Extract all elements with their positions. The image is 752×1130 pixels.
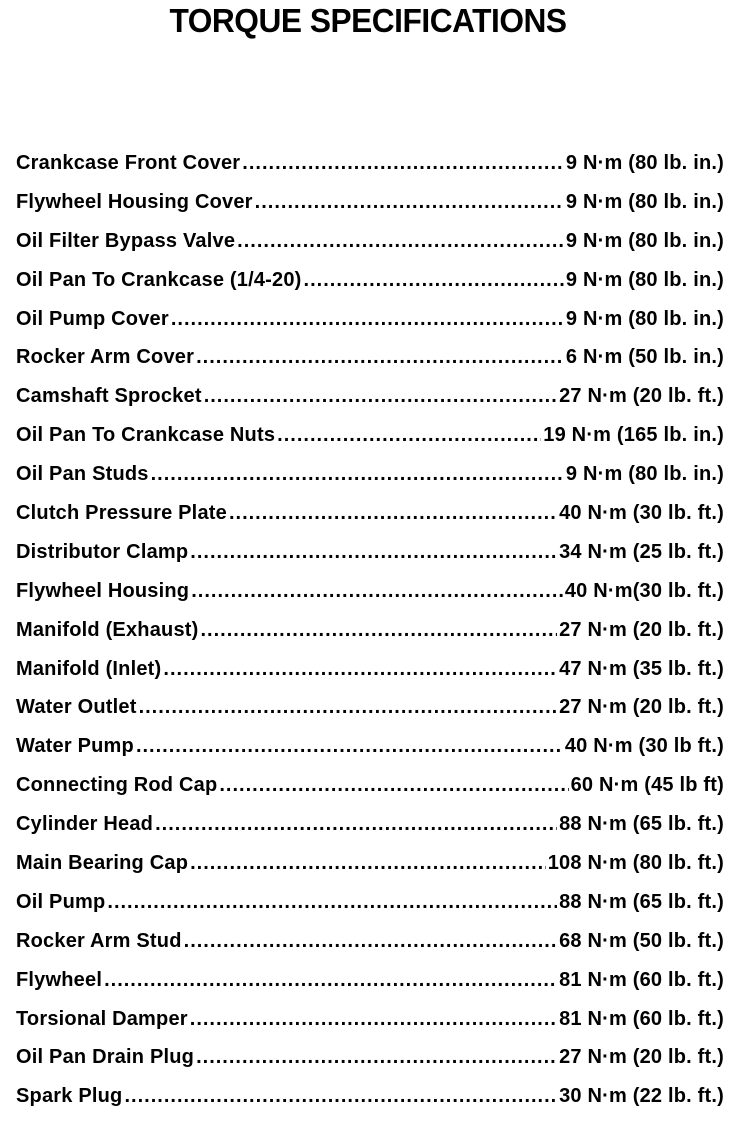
spec-torque-value: 88 N·m (65 lb. ft.) <box>559 813 724 836</box>
spec-row <box>16 269 724 308</box>
spec-row <box>16 619 724 658</box>
dot-leader <box>277 424 541 447</box>
spec-name: Water Pump <box>16 735 134 758</box>
dot-leader <box>204 385 557 408</box>
spec-row <box>16 502 724 541</box>
dot-leader <box>107 891 557 914</box>
dot-leader <box>184 930 557 953</box>
spec-torque-value: 60 N·m (45 lb ft) <box>570 774 724 797</box>
dot-leader <box>219 774 568 797</box>
dot-leader <box>255 191 564 214</box>
spec-torque-value: 47 N·m (35 lb. ft.) <box>559 657 724 680</box>
spec-row <box>16 541 724 580</box>
dot-leader <box>151 463 564 486</box>
dot-leader <box>190 541 557 564</box>
torque-spec-list <box>16 152 724 1124</box>
dot-leader <box>196 346 564 369</box>
dot-leader <box>163 658 557 681</box>
spec-torque-value: 19 N·m (165 lb. in.) <box>543 424 724 447</box>
spec-row <box>16 1008 724 1047</box>
dot-leader <box>139 696 558 719</box>
page-title: TORQUE SPECIFICATIONS <box>169 2 567 39</box>
spec-torque-value: 27 N·m (20 lb. ft.) <box>559 385 724 408</box>
dot-leader <box>229 502 557 525</box>
spec-row <box>16 385 724 424</box>
spec-row <box>16 891 724 930</box>
spec-name: Oil Pan Drain Plug <box>16 1046 195 1069</box>
spec-row <box>16 735 724 774</box>
spec-row <box>16 152 724 191</box>
spec-name: Distributor Clamp <box>16 540 189 563</box>
spec-row <box>16 308 724 347</box>
spec-torque-value: 88 N·m (65 lb. ft.) <box>559 890 724 913</box>
spec-row <box>16 774 724 813</box>
spec-row <box>16 191 724 230</box>
spec-torque-value: 6 N·m (50 lb. in.) <box>565 346 724 369</box>
spec-row <box>16 1046 724 1085</box>
spec-name: Crankcase Front Cover <box>16 152 241 174</box>
spec-name: Oil Pump <box>16 890 106 913</box>
spec-torque-value: 108 N·m (80 lb. ft.) <box>547 852 724 875</box>
spec-name: Water Outlet <box>16 696 137 719</box>
dot-leader <box>136 735 563 758</box>
dot-leader <box>304 269 564 292</box>
spec-torque-value: 9 N·m (80 lb. in.) <box>565 152 724 174</box>
spec-name: Oil Pan Studs <box>16 463 149 486</box>
spec-row <box>16 658 724 697</box>
dot-leader <box>171 308 564 331</box>
spec-name: Spark Plug <box>16 1085 123 1108</box>
dot-leader <box>190 852 546 875</box>
spec-name: Oil Filter Bypass Valve <box>16 229 236 252</box>
spec-name: Torsional Damper <box>16 1007 188 1030</box>
spec-torque-value: 9 N·m (80 lb. in.) <box>565 463 724 486</box>
spec-torque-value: 27 N·m (20 lb. ft.) <box>559 618 724 641</box>
spec-torque-value: 9 N·m (80 lb. in.) <box>565 190 724 213</box>
dot-leader <box>237 230 564 253</box>
spec-torque-value: 68 N·m (50 lb. ft.) <box>559 929 724 952</box>
spec-row <box>16 230 724 269</box>
spec-name: Cylinder Head <box>16 813 154 836</box>
dot-leader <box>155 813 557 836</box>
spec-row <box>16 580 724 619</box>
spec-row <box>16 813 724 852</box>
spec-row <box>16 969 724 1008</box>
spec-row <box>16 346 724 385</box>
spec-row <box>16 930 724 969</box>
spec-torque-value: 9 N·m (80 lb. in.) <box>565 307 724 330</box>
spec-torque-value: 40 N·m (30 lb. ft.) <box>559 502 724 525</box>
dot-leader <box>201 619 558 642</box>
dot-leader <box>104 969 557 992</box>
spec-torque-value: 30 N·m (22 lb. ft.) <box>559 1085 724 1108</box>
spec-torque-value: 81 N·m (60 lb. ft.) <box>559 968 724 991</box>
spec-name: Flywheel <box>16 968 103 991</box>
spec-name: Manifold (Inlet) <box>16 657 162 680</box>
spec-name: Rocker Arm Cover <box>16 346 195 369</box>
spec-row <box>16 852 724 891</box>
spec-name: Flywheel Housing <box>16 579 190 602</box>
dot-leader <box>196 1046 557 1069</box>
spec-name: Oil Pump Cover <box>16 307 169 330</box>
dot-leader <box>124 1085 557 1108</box>
spec-torque-value: 34 N·m (25 lb. ft.) <box>559 540 724 563</box>
spec-torque-value: 27 N·m (20 lb. ft.) <box>559 1046 724 1069</box>
spec-torque-value: 40 N·m (30 lb ft.) <box>564 735 724 758</box>
spec-row <box>16 1085 724 1124</box>
spec-row <box>16 424 724 463</box>
spec-row <box>16 696 724 735</box>
spec-torque-value: 27 N·m (20 lb. ft.) <box>559 696 724 719</box>
dot-leader <box>191 580 563 603</box>
spec-torque-value: 40 N·m(30 lb. ft.) <box>564 579 724 602</box>
spec-torque-value: 9 N·m (80 lb. in.) <box>565 229 724 252</box>
spec-name: Connecting Rod Cap <box>16 774 218 797</box>
dot-leader <box>242 152 564 175</box>
spec-name: Manifold (Exhaust) <box>16 618 199 641</box>
spec-name: Rocker Arm Stud <box>16 929 182 952</box>
spec-name: Flywheel Housing Cover <box>16 190 253 213</box>
spec-torque-value: 9 N·m (80 lb. in.) <box>565 268 724 291</box>
spec-name: Clutch Pressure Plate <box>16 502 227 525</box>
dot-leader <box>190 1008 557 1031</box>
spec-torque-value: 81 N·m (60 lb. ft.) <box>559 1007 724 1030</box>
spec-name: Main Bearing Cap <box>16 852 189 875</box>
spec-row <box>16 463 724 502</box>
spec-name: Oil Pan To Crankcase (1/4-20) <box>16 268 302 291</box>
spec-name: Oil Pan To Crankcase Nuts <box>16 424 276 447</box>
spec-name: Camshaft Sprocket <box>16 385 202 408</box>
